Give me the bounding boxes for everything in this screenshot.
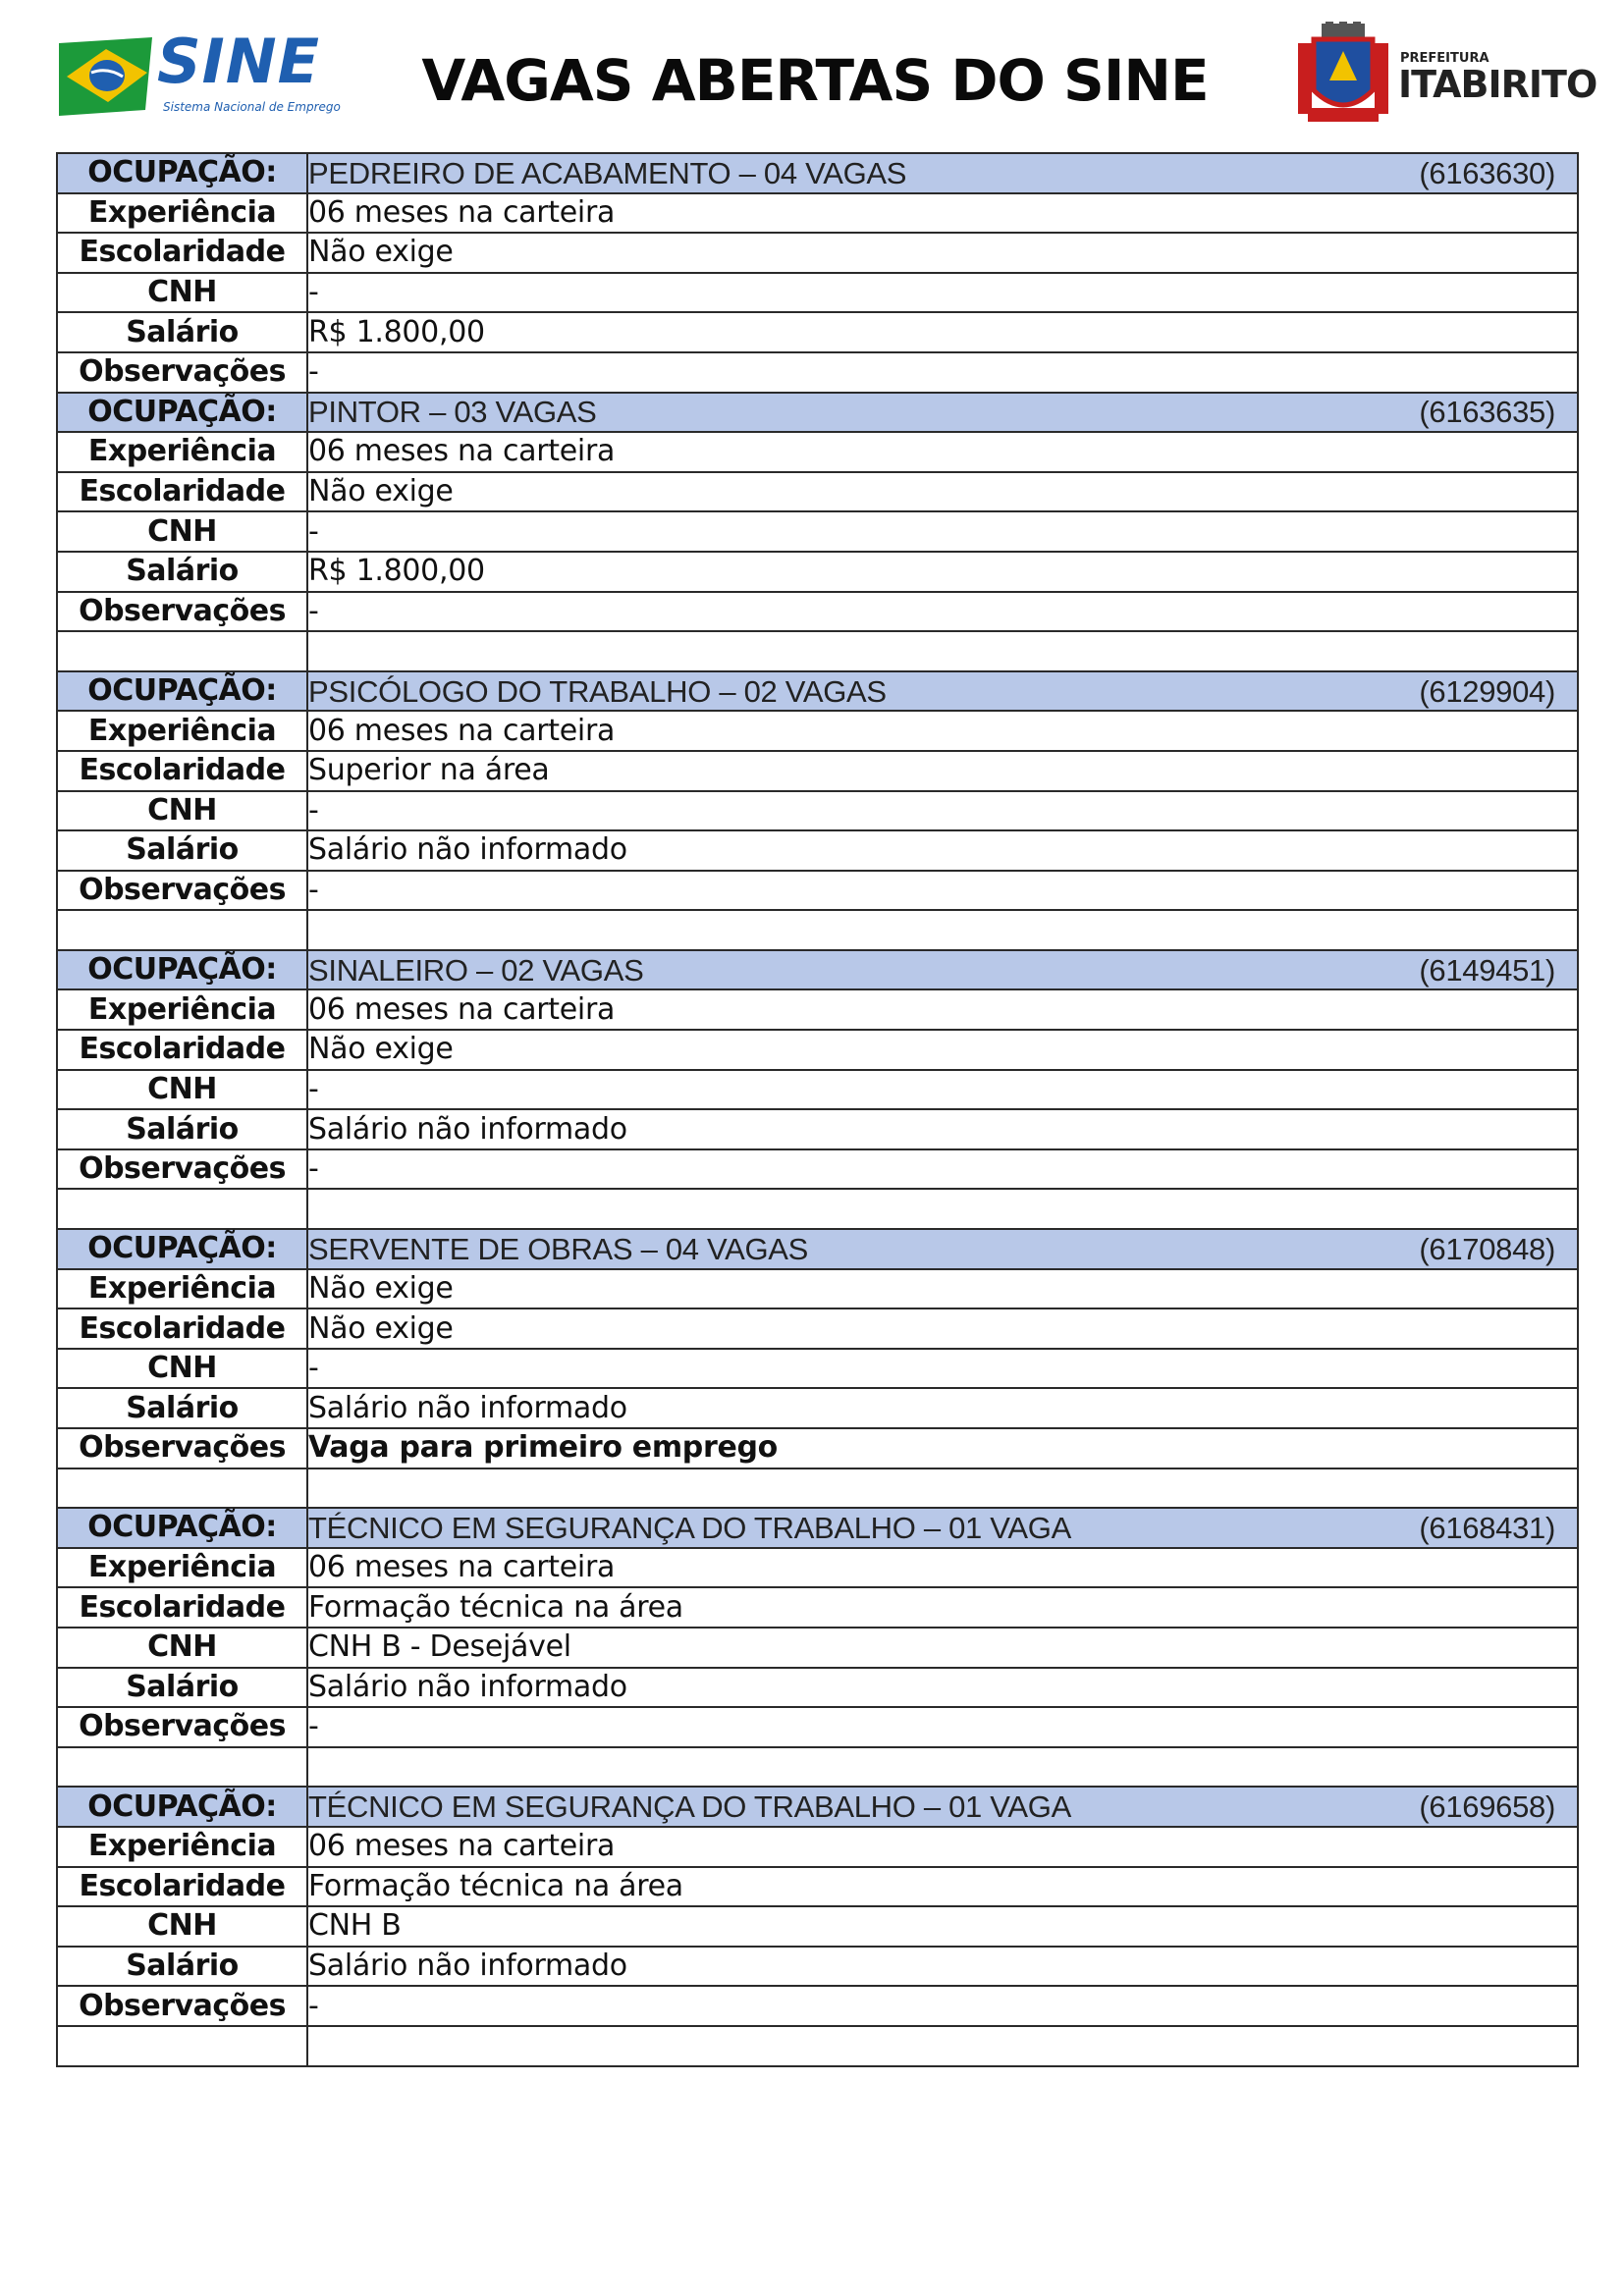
- salary-row: [57, 552, 1578, 592]
- spacer-cell: [307, 910, 1578, 950]
- notes-row: [57, 352, 1578, 393]
- occupation-value: [307, 1229, 1578, 1269]
- license-value: -: [307, 511, 1578, 552]
- occupation-label: OCUPAÇÃO:: [57, 1229, 307, 1269]
- spacer-cell: [57, 1468, 307, 1509]
- education-label: Escolaridade: [57, 233, 307, 273]
- city-coat-of-arms-icon: [1294, 22, 1392, 128]
- sine-logo-subtitle: Sistema Nacional de Emprego: [163, 100, 341, 114]
- education-value: Não exige: [307, 1030, 1578, 1070]
- experience-label: Experiência: [57, 1548, 307, 1588]
- notes-value: -: [307, 1149, 1578, 1190]
- experience-value: 06 meses na carteira: [307, 432, 1578, 472]
- occupation-value: [307, 393, 1578, 433]
- prefeitura-label: PREFEITURA: [1400, 51, 1489, 66]
- page-title: VAGAS ABERTAS DO SINE: [421, 47, 1209, 114]
- education-row: [57, 1587, 1578, 1628]
- occupation-row: [57, 950, 1578, 990]
- salary-label: Salário: [57, 1668, 307, 1708]
- salary-value: Salário não informado: [307, 1388, 1578, 1428]
- spacer-cell: [57, 1189, 307, 1229]
- education-value: Não exige: [307, 233, 1578, 273]
- notes-value: -: [307, 1986, 1578, 2026]
- spacer-row: [57, 1747, 1578, 1788]
- education-row: [57, 233, 1578, 273]
- spacer-row: [57, 631, 1578, 671]
- education-value: Não exige: [307, 472, 1578, 512]
- occupation-value: [307, 671, 1578, 712]
- experience-label: Experiência: [57, 193, 307, 234]
- brazil-flag-icon: [59, 31, 157, 122]
- license-value: CNH B: [307, 1906, 1578, 1947]
- license-value: -: [307, 791, 1578, 831]
- license-row: [57, 1628, 1578, 1668]
- education-label: Escolaridade: [57, 1308, 307, 1349]
- spacer-cell: [307, 631, 1578, 671]
- salary-label: Salário: [57, 312, 307, 352]
- job-code: (6129904): [1419, 673, 1555, 709]
- notes-row: [57, 1428, 1578, 1468]
- occupation-label: OCUPAÇÃO:: [57, 1508, 307, 1548]
- spacer-cell: [57, 1747, 307, 1788]
- occupation-row: [57, 671, 1578, 712]
- job-title: SINALEIRO – 02 VAGAS: [308, 952, 644, 988]
- license-value: CNH B - Desejável: [307, 1628, 1578, 1668]
- notes-label: Observações: [57, 1707, 307, 1747]
- occupation-row: [57, 1229, 1578, 1269]
- salary-value: Salário não informado: [307, 1109, 1578, 1149]
- occupation-value: [307, 153, 1578, 193]
- occupation-value: [307, 950, 1578, 990]
- salary-value: R$ 1.800,00: [307, 312, 1578, 352]
- notes-label: Observações: [57, 1149, 307, 1190]
- notes-value: -: [307, 871, 1578, 911]
- job-title: TÉCNICO EM SEGURANÇA DO TRABALHO – 01 VAGA: [308, 1789, 1071, 1825]
- job-code: (6168431): [1419, 1510, 1555, 1545]
- experience-label: Experiência: [57, 711, 307, 751]
- occupation-row: [57, 1787, 1578, 1827]
- education-row: [57, 1030, 1578, 1070]
- education-value: Formação técnica na área: [307, 1587, 1578, 1628]
- salary-row: [57, 1668, 1578, 1708]
- occupation-value: [307, 1508, 1578, 1548]
- license-row: [57, 1349, 1578, 1389]
- occupation-value: [307, 1787, 1578, 1827]
- job-title: PINTOR – 03 VAGAS: [308, 395, 597, 430]
- salary-row: [57, 830, 1578, 871]
- license-label: CNH: [57, 273, 307, 313]
- license-row: [57, 791, 1578, 831]
- spacer-cell: [307, 1189, 1578, 1229]
- license-label: CNH: [57, 1070, 307, 1110]
- experience-label: Experiência: [57, 989, 307, 1030]
- license-value: -: [307, 273, 1578, 313]
- job-code: (6163635): [1419, 395, 1555, 430]
- salary-label: Salário: [57, 1109, 307, 1149]
- notes-label: Observações: [57, 352, 307, 393]
- job-title: PEDREIRO DE ACABAMENTO – 04 VAGAS: [308, 155, 907, 190]
- salary-value: Salário não informado: [307, 830, 1578, 871]
- salary-value: R$ 1.800,00: [307, 552, 1578, 592]
- spacer-cell: [307, 1747, 1578, 1788]
- experience-label: Experiência: [57, 1827, 307, 1867]
- notes-row: [57, 1986, 1578, 2026]
- prefeitura-logo: [1294, 22, 1597, 130]
- spacer-row: [57, 1468, 1578, 1509]
- spacer-row: [57, 1189, 1578, 1229]
- occupation-row: [57, 153, 1578, 193]
- experience-label: Experiência: [57, 432, 307, 472]
- experience-row: [57, 193, 1578, 234]
- notes-label: Observações: [57, 871, 307, 911]
- spacer-cell: [57, 2026, 307, 2066]
- job-title: SERVENTE DE OBRAS – 04 VAGAS: [308, 1231, 809, 1266]
- experience-value: 06 meses na carteira: [307, 1827, 1578, 1867]
- education-value: Não exige: [307, 1308, 1578, 1349]
- education-label: Escolaridade: [57, 1587, 307, 1628]
- license-value: -: [307, 1349, 1578, 1389]
- prefeitura-city-name: ITABIRITO: [1398, 63, 1597, 106]
- spacer-cell: [307, 1468, 1578, 1509]
- education-row: [57, 472, 1578, 512]
- license-row: [57, 511, 1578, 552]
- occupation-row: [57, 393, 1578, 433]
- notes-value: Vaga para primeiro emprego: [307, 1428, 1578, 1468]
- salary-label: Salário: [57, 830, 307, 871]
- occupation-label: OCUPAÇÃO:: [57, 950, 307, 990]
- license-label: CNH: [57, 511, 307, 552]
- education-row: [57, 1308, 1578, 1349]
- salary-label: Salário: [57, 552, 307, 592]
- notes-row: [57, 1707, 1578, 1747]
- job-listings-table: [56, 152, 1579, 2067]
- salary-row: [57, 1388, 1578, 1428]
- education-label: Escolaridade: [57, 1867, 307, 1907]
- experience-label: Experiência: [57, 1269, 307, 1309]
- education-row: [57, 751, 1578, 791]
- occupation-label: OCUPAÇÃO:: [57, 153, 307, 193]
- experience-row: [57, 711, 1578, 751]
- notes-row: [57, 871, 1578, 911]
- sine-logo: [59, 26, 344, 122]
- page-header: [0, 0, 1624, 147]
- license-row: [57, 273, 1578, 313]
- education-value: Formação técnica na área: [307, 1867, 1578, 1907]
- license-value: -: [307, 1070, 1578, 1110]
- experience-row: [57, 432, 1578, 472]
- license-label: CNH: [57, 1628, 307, 1668]
- notes-value: -: [307, 352, 1578, 393]
- notes-row: [57, 592, 1578, 632]
- salary-value: Salário não informado: [307, 1947, 1578, 1987]
- spacer-cell: [57, 631, 307, 671]
- notes-label: Observações: [57, 592, 307, 632]
- license-row: [57, 1906, 1578, 1947]
- education-label: Escolaridade: [57, 1030, 307, 1070]
- salary-row: [57, 1947, 1578, 1987]
- license-label: CNH: [57, 1349, 307, 1389]
- experience-value: Não exige: [307, 1269, 1578, 1309]
- salary-row: [57, 312, 1578, 352]
- experience-row: [57, 1548, 1578, 1588]
- experience-value: 06 meses na carteira: [307, 1548, 1578, 1588]
- spacer-row: [57, 2026, 1578, 2066]
- salary-label: Salário: [57, 1388, 307, 1428]
- occupation-label: OCUPAÇÃO:: [57, 671, 307, 712]
- salary-label: Salário: [57, 1947, 307, 1987]
- job-code: (6149451): [1419, 952, 1555, 988]
- license-row: [57, 1070, 1578, 1110]
- experience-value: 06 meses na carteira: [307, 711, 1578, 751]
- education-label: Escolaridade: [57, 472, 307, 512]
- job-code: (6169658): [1419, 1789, 1555, 1825]
- salary-value: Salário não informado: [307, 1668, 1578, 1708]
- spacer-cell: [307, 2026, 1578, 2066]
- job-code: (6163630): [1419, 155, 1555, 190]
- experience-row: [57, 989, 1578, 1030]
- spacer-row: [57, 910, 1578, 950]
- experience-row: [57, 1269, 1578, 1309]
- education-label: Escolaridade: [57, 751, 307, 791]
- notes-label: Observações: [57, 1428, 307, 1468]
- sine-logo-word: SINE: [157, 26, 320, 97]
- notes-value: -: [307, 1707, 1578, 1747]
- notes-value: -: [307, 592, 1578, 632]
- job-title: TÉCNICO EM SEGURANÇA DO TRABALHO – 01 VAGA: [308, 1510, 1071, 1545]
- education-row: [57, 1867, 1578, 1907]
- occupation-label: OCUPAÇÃO:: [57, 393, 307, 433]
- education-value: Superior na área: [307, 751, 1578, 791]
- notes-label: Observações: [57, 1986, 307, 2026]
- occupation-label: OCUPAÇÃO:: [57, 1787, 307, 1827]
- salary-row: [57, 1109, 1578, 1149]
- notes-row: [57, 1149, 1578, 1190]
- license-label: CNH: [57, 1906, 307, 1947]
- license-label: CNH: [57, 791, 307, 831]
- experience-row: [57, 1827, 1578, 1867]
- experience-value: 06 meses na carteira: [307, 193, 1578, 234]
- job-code: (6170848): [1419, 1231, 1555, 1266]
- occupation-row: [57, 1508, 1578, 1548]
- job-title: PSICÓLOGO DO TRABALHO – 02 VAGAS: [308, 673, 887, 709]
- experience-value: 06 meses na carteira: [307, 989, 1578, 1030]
- spacer-cell: [57, 910, 307, 950]
